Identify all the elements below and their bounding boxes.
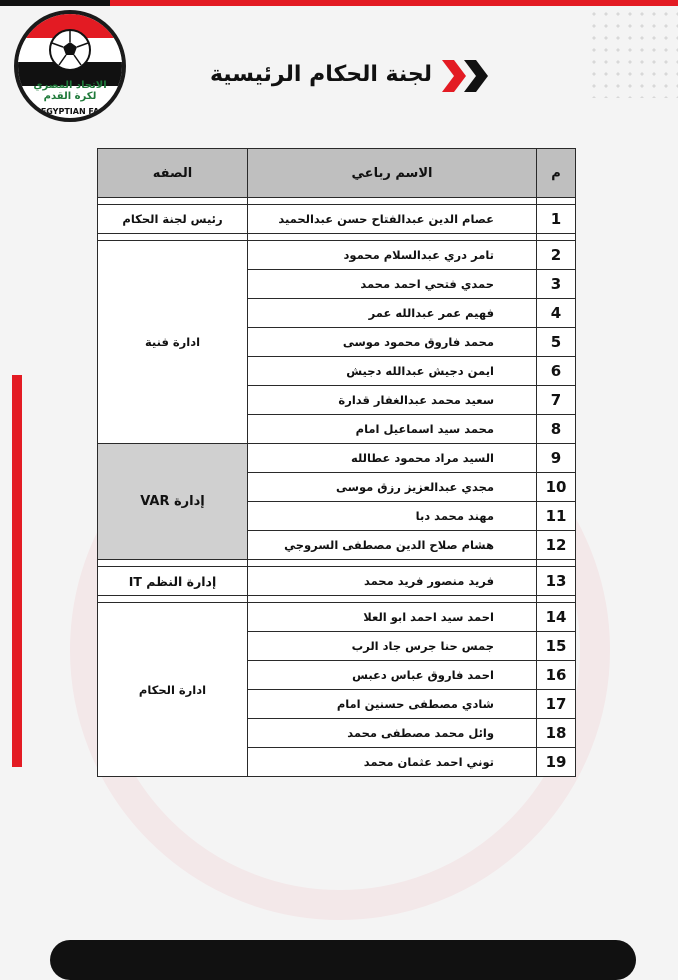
num-cell: 12 [537, 531, 576, 560]
table-row [98, 444, 576, 473]
header-name: الاسم رباعي [248, 149, 537, 198]
top-accent-bar [110, 0, 678, 6]
table-row [98, 241, 576, 270]
logo-text-arabic: الاتحاد المصري لكرة القدم [33, 80, 107, 102]
spacer-row [98, 560, 576, 567]
top-bar-dark [0, 0, 110, 6]
role-cell-it: إدارة النظم IT [98, 567, 248, 596]
name-cell: السيد مراد محمود عطالله [248, 444, 537, 473]
num-cell: 14 [537, 603, 576, 632]
bottom-bar [50, 940, 636, 980]
left-accent-bar [12, 375, 22, 767]
spacer-row [98, 234, 576, 241]
name-cell: فريد منصور فريد محمد [248, 567, 537, 596]
referees-committee-table [97, 148, 576, 777]
name-cell: توني احمد عثمان محمد [248, 748, 537, 777]
name-cell: مهند محمد دبا [248, 502, 537, 531]
spacer-row [98, 198, 576, 205]
decorative-dots [588, 8, 678, 98]
table-header-row [98, 149, 576, 198]
num-cell: 5 [537, 328, 576, 357]
num-cell: 18 [537, 719, 576, 748]
name-cell: مجدي عبدالعزيز رزق موسى [248, 473, 537, 502]
num-cell: 10 [537, 473, 576, 502]
name-cell: عصام الدين عبدالفتاح حسن عبدالحميد [248, 205, 537, 234]
table-row [98, 205, 576, 234]
num-cell: 13 [537, 567, 576, 596]
title-block [200, 58, 510, 98]
num-cell: 3 [537, 270, 576, 299]
logo-text-english: EGYPTIAN FA [40, 107, 100, 116]
name-cell: جمس حنا جرس جاد الرب [248, 632, 537, 661]
name-cell: تامر دري عبدالسلام محمود [248, 241, 537, 270]
num-cell: 11 [537, 502, 576, 531]
header-role: الصفه [98, 149, 248, 198]
name-cell: محمد سيد اسماعيل امام [248, 415, 537, 444]
num-cell: 1 [537, 205, 576, 234]
name-cell: هشام صلاح الدين مصطفى السروجي [248, 531, 537, 560]
num-cell: 9 [537, 444, 576, 473]
role-cell-chair: رئيس لجنة الحكام [98, 205, 248, 234]
num-cell: 4 [537, 299, 576, 328]
num-cell: 15 [537, 632, 576, 661]
efa-logo [14, 10, 126, 122]
name-cell: فهيم عمر عبدالله عمر [248, 299, 537, 328]
chevron-right-icon [462, 60, 490, 92]
header-num: م [537, 149, 576, 198]
name-cell: ايمن دجيش عبدالله دجيش [248, 357, 537, 386]
role-cell-var: إدارة VAR [98, 444, 248, 560]
table-row [98, 603, 576, 632]
name-cell: محمد فاروق محمود موسى [248, 328, 537, 357]
page-title: لجنة الحكام الرئيسية [209, 62, 432, 87]
name-cell: حمدي فتحي احمد محمد [248, 270, 537, 299]
football-icon [48, 28, 92, 72]
spacer-row [98, 596, 576, 603]
name-cell: سعيد محمد عبدالغفار قدارة [248, 386, 537, 415]
table-row [98, 567, 576, 596]
num-cell: 7 [537, 386, 576, 415]
num-cell: 19 [537, 748, 576, 777]
name-cell: وائل محمد مصطفى محمد [248, 719, 537, 748]
num-cell: 16 [537, 661, 576, 690]
num-cell: 8 [537, 415, 576, 444]
name-cell: احمد سيد احمد ابو العلا [248, 603, 537, 632]
num-cell: 17 [537, 690, 576, 719]
num-cell: 6 [537, 357, 576, 386]
num-cell: 2 [537, 241, 576, 270]
name-cell: شادي مصطفى حسنين امام [248, 690, 537, 719]
name-cell: احمد فاروق عباس دعبس [248, 661, 537, 690]
role-cell-technical: ادارة فنية [98, 241, 248, 444]
role-cell-referees: ادارة الحكام [98, 603, 248, 777]
